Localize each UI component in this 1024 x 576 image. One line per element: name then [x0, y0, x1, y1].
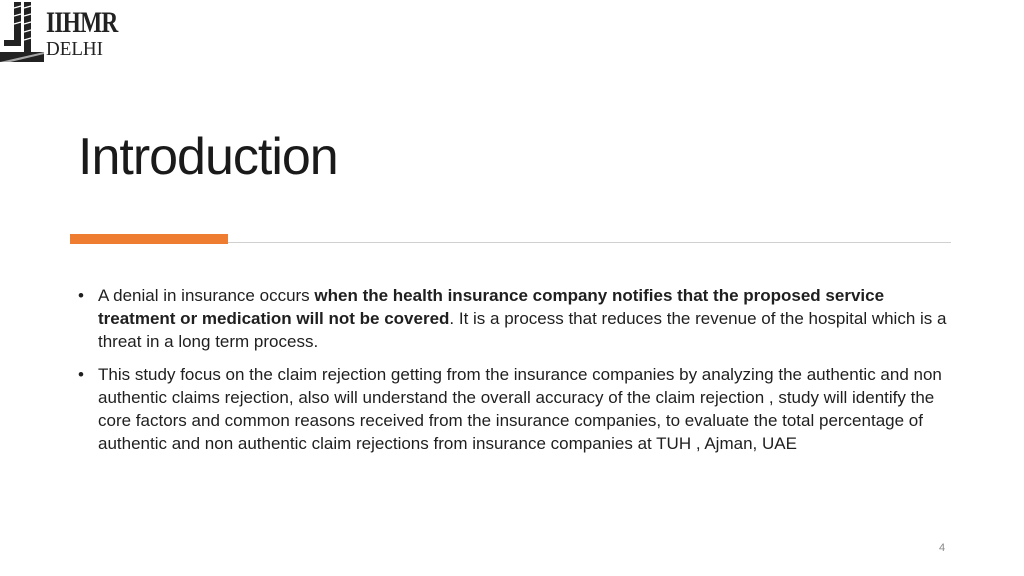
bullet-item	[78, 363, 948, 455]
bullet-text: A denial in insurance occurs	[98, 286, 315, 305]
iihmr-logo-mark-icon	[0, 0, 46, 66]
title-accent-bar	[70, 234, 228, 244]
slide-title: Introduction	[78, 128, 338, 186]
bullet-item	[78, 284, 948, 353]
logo-text-iihmr: IIHMR	[46, 6, 118, 39]
bullet-text: This study focus on the claim rejection getting from the insurance companies by analyzing the authentic and non authentic claims rejection, also will understand the overall accuracy of the claim rejection , study will identify the core factors and common reasons received from the insurance companies, to evaluate the total percentage of authentic and non authentic claim rejections from insurance companies at TUH , Ajman, UAE	[98, 365, 942, 453]
bullet-list	[78, 284, 948, 465]
page-number: 4	[938, 542, 946, 554]
bullet-text: . It is a process that reduces the revenue of the hospital which is a threat in a long term process.	[98, 309, 947, 351]
logo-text-delhi: DELHI	[46, 38, 103, 60]
iihmr-logo	[0, 0, 122, 66]
bullet-bold-text: when the health insurance company notifies that the proposed service treatment or medication will not be covered	[98, 286, 885, 328]
